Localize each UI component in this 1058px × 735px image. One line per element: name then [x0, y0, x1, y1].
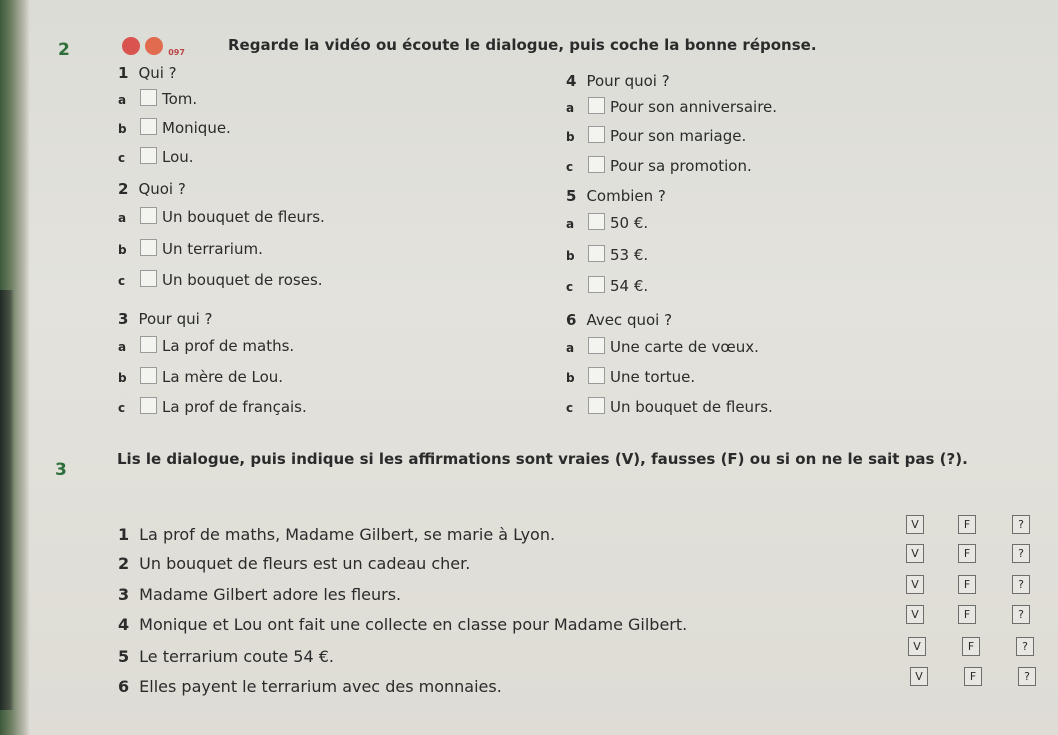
question-number: 5: [566, 187, 577, 205]
statement-5-choice-unknown[interactable]: ?: [1016, 637, 1034, 656]
option-checkbox[interactable]: [140, 270, 157, 287]
option-text: Un terrarium.: [162, 240, 263, 258]
option-checkbox[interactable]: [588, 97, 605, 114]
question-4-option-c[interactable]: [566, 156, 752, 175]
question-text: Quoi ?: [138, 180, 186, 198]
question-number: 3: [118, 310, 129, 328]
question-text: Pour qui ?: [138, 310, 213, 328]
option-checkbox[interactable]: [140, 147, 157, 164]
media-icons: [122, 37, 185, 59]
option-checkbox[interactable]: [588, 213, 605, 230]
option-letter: b: [118, 371, 127, 385]
option-letter: c: [566, 280, 574, 294]
option-letter: c: [118, 274, 126, 288]
option-letter: a: [566, 101, 575, 115]
option-letter: b: [566, 130, 575, 144]
option-letter: a: [566, 217, 575, 231]
option-letter: c: [566, 401, 574, 415]
statement-2-choice-f[interactable]: F: [958, 544, 976, 563]
question-number: 6: [566, 311, 577, 329]
statement-4-choice-f[interactable]: F: [958, 605, 976, 624]
question-2-label: [118, 180, 186, 198]
question-4-option-a[interactable]: [566, 97, 777, 116]
option-checkbox[interactable]: [140, 397, 157, 414]
option-checkbox[interactable]: [588, 397, 605, 414]
statement-3: [118, 585, 401, 604]
question-1-option-c[interactable]: [118, 147, 194, 166]
option-text: Tom.: [162, 90, 198, 108]
exercise-3-header: [55, 460, 67, 480]
statement-2-choice-v[interactable]: V: [906, 544, 924, 563]
video-icon: [122, 37, 140, 55]
statement-number: 1: [118, 525, 130, 544]
statement-text: Elles payent le terrarium avec des monnaies.: [139, 677, 502, 696]
statement-6-choice-unknown[interactable]: ?: [1018, 667, 1036, 686]
option-checkbox[interactable]: [588, 367, 605, 384]
statement-text: Monique et Lou ont fait une collecte en classe pour Madame Gilbert.: [139, 615, 688, 634]
question-2-option-c[interactable]: [118, 270, 323, 289]
exercise-3-number: 3: [55, 460, 67, 480]
option-text: Pour son anniversaire.: [610, 98, 778, 116]
option-checkbox[interactable]: [588, 337, 605, 354]
question-5-label: [566, 187, 666, 205]
option-letter: a: [566, 341, 575, 355]
statement-2: [118, 554, 470, 573]
option-letter: b: [566, 249, 575, 263]
exercise-2-header: [58, 40, 70, 60]
question-3-label: [118, 310, 213, 328]
question-3-option-c[interactable]: [118, 397, 307, 416]
statement-6-choice-f[interactable]: F: [964, 667, 982, 686]
option-checkbox[interactable]: [588, 276, 605, 293]
option-text: La prof de maths.: [162, 337, 295, 355]
exercise-2-number: 2: [58, 40, 70, 60]
statement-4-choice-v[interactable]: V: [906, 605, 924, 624]
option-text: La prof de français.: [162, 398, 307, 416]
statement-4: [118, 615, 687, 634]
page-edge-dark: [0, 290, 14, 710]
question-number: 1: [118, 64, 129, 82]
option-letter: a: [118, 340, 127, 354]
option-text: Pour sa promotion.: [610, 157, 752, 175]
statement-5-choice-v[interactable]: V: [908, 637, 926, 656]
option-text: Une tortue.: [610, 368, 696, 386]
option-checkbox[interactable]: [588, 245, 605, 262]
statement-number: 4: [118, 615, 130, 634]
question-4-label: [566, 72, 670, 90]
question-3-option-b[interactable]: [118, 367, 283, 386]
question-4-option-b[interactable]: [566, 126, 746, 145]
statement-number: 6: [118, 677, 130, 696]
option-text: Une carte de vœux.: [610, 338, 759, 356]
statement-1-choice-f[interactable]: F: [958, 515, 976, 534]
option-text: Monique.: [162, 119, 231, 137]
option-letter: b: [118, 122, 127, 136]
question-6-label: [566, 311, 672, 329]
question-2-option-b[interactable]: [118, 239, 263, 258]
option-text: 54 €.: [610, 277, 649, 295]
option-text: 50 €.: [610, 214, 649, 232]
option-letter: a: [118, 93, 127, 107]
option-checkbox[interactable]: [588, 156, 605, 173]
question-text: Combien ?: [586, 187, 666, 205]
statement-3-choice-f[interactable]: F: [958, 575, 976, 594]
audio-icon: [145, 37, 163, 55]
question-text: Qui ?: [138, 64, 177, 82]
option-letter: a: [118, 211, 127, 225]
question-number: 4: [566, 72, 577, 90]
statement-text: Madame Gilbert adore les fleurs.: [139, 585, 402, 604]
statement-text: Le terrarium coute 54 €.: [139, 647, 334, 666]
option-checkbox[interactable]: [140, 207, 157, 224]
option-text: Un bouquet de fleurs.: [162, 208, 325, 226]
option-checkbox[interactable]: [140, 367, 157, 384]
statement-6-choice-v[interactable]: V: [910, 667, 928, 686]
statement-6: [118, 677, 502, 696]
option-checkbox[interactable]: [588, 126, 605, 143]
question-1-option-a[interactable]: [118, 89, 197, 108]
question-5-option-c[interactable]: [566, 276, 648, 295]
statement-text: Un bouquet de fleurs est un cadeau cher.: [139, 554, 471, 573]
statement-3-choice-unknown[interactable]: ?: [1012, 575, 1030, 594]
option-letter: b: [566, 371, 575, 385]
question-5-option-a[interactable]: [566, 213, 648, 232]
statement-4-choice-unknown[interactable]: ?: [1012, 605, 1030, 624]
question-3-option-a[interactable]: [118, 336, 294, 355]
option-letter: b: [118, 243, 127, 257]
option-letter: c: [566, 160, 574, 174]
option-text: La mère de Lou.: [162, 368, 284, 386]
statement-3-choice-v[interactable]: V: [906, 575, 924, 594]
question-5-option-b[interactable]: [566, 245, 648, 264]
question-6-option-b[interactable]: [566, 367, 695, 386]
question-text: Avec quoi ?: [586, 311, 673, 329]
track-number: 097: [168, 48, 185, 57]
option-text: Un bouquet de roses.: [162, 271, 323, 289]
question-1-option-b[interactable]: [118, 118, 231, 137]
option-checkbox[interactable]: [140, 118, 157, 135]
option-checkbox[interactable]: [140, 89, 157, 106]
statement-2-choice-unknown[interactable]: ?: [1012, 544, 1030, 563]
statement-5: [118, 647, 334, 666]
option-text: Lou.: [162, 148, 194, 166]
statement-text: La prof de maths, Madame Gilbert, se marie à Lyon.: [139, 525, 556, 544]
statement-1-choice-unknown[interactable]: ?: [1012, 515, 1030, 534]
statement-number: 5: [118, 647, 130, 666]
statement-5-choice-f[interactable]: F: [962, 637, 980, 656]
option-checkbox[interactable]: [140, 336, 157, 353]
option-checkbox[interactable]: [140, 239, 157, 256]
question-2-option-a[interactable]: [118, 207, 325, 226]
option-letter: c: [118, 151, 126, 165]
statement-number: 3: [118, 585, 130, 604]
question-6-option-c[interactable]: [566, 397, 773, 416]
statement-number: 2: [118, 554, 130, 573]
statement-1: [118, 525, 555, 544]
question-number: 2: [118, 180, 129, 198]
option-text: 53 €.: [610, 246, 649, 264]
question-6-option-a[interactable]: [566, 337, 759, 356]
exercise-3-instruction: Lis le dialogue, puis indique si les affirmations sont vraies (V), fausses (F) ou si on ne le sait pas (?).: [117, 450, 968, 468]
option-text: Un bouquet de fleurs.: [610, 398, 773, 416]
option-text: Pour son mariage.: [610, 127, 747, 145]
question-1-label: [118, 64, 177, 82]
exercise-2-instruction: Regarde la vidéo ou écoute le dialogue, puis coche la bonne réponse.: [228, 36, 817, 54]
statement-1-choice-v[interactable]: V: [906, 515, 924, 534]
option-letter: c: [118, 401, 126, 415]
question-text: Pour quoi ?: [586, 72, 670, 90]
